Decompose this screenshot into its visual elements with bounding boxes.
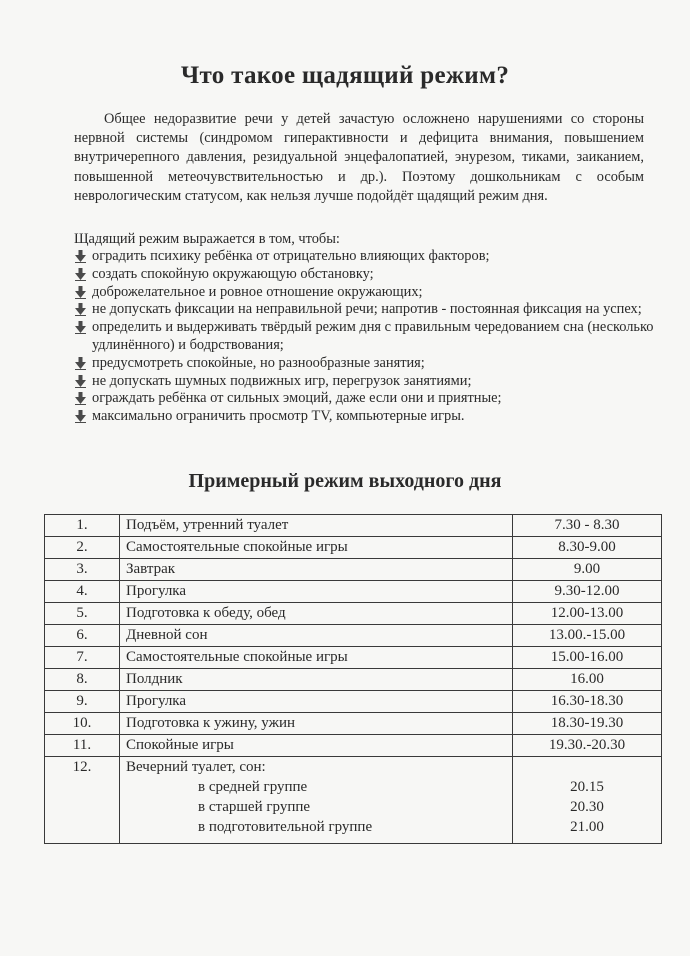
- row-number: 2.: [45, 537, 120, 559]
- list-item: максимально ограничить просмотр TV, компьютерные игры.: [74, 408, 654, 426]
- row-number: 3.: [45, 559, 120, 581]
- row-activity: Подготовка к ужину, ужин: [120, 713, 513, 735]
- page-title: Что такое щадящий режим?: [180, 62, 510, 89]
- rules-lead-text: Щадящий режим выражается в том, чтобы:: [74, 231, 340, 247]
- row-activity: Спокойные игры: [120, 735, 513, 757]
- row-time: 16.00: [513, 669, 662, 691]
- row-activity: Дневной сон: [120, 625, 513, 647]
- row-time: 18.30-19.30: [513, 713, 662, 735]
- row-number: 7.: [45, 647, 120, 669]
- table-row: [45, 581, 662, 603]
- down-arrow-bullet-icon: [75, 357, 86, 370]
- row-activity: Полдник: [120, 669, 513, 691]
- schedule-title: Примерный режим выходного дня: [188, 470, 502, 492]
- row-number: 10.: [45, 713, 120, 735]
- list-item: ограждать ребёнка от сильных эмоций, даже если они и приятные;: [74, 390, 654, 408]
- table-row: [45, 669, 662, 691]
- row-activity: Прогулка: [120, 691, 513, 713]
- row-number: 12.: [45, 757, 120, 844]
- group-label: в средней группе: [198, 779, 308, 795]
- row-time: 9.00: [513, 559, 662, 581]
- table-row: [45, 625, 662, 647]
- rules-list: [74, 248, 654, 426]
- row-number: 9.: [45, 691, 120, 713]
- down-arrow-bullet-icon: [75, 410, 86, 423]
- table-row: [45, 735, 662, 757]
- row-activity: Завтрак: [120, 559, 513, 581]
- down-arrow-bullet-icon: [75, 250, 86, 263]
- table-row: [45, 537, 662, 559]
- list-item: определить и выдерживать твёрдый режим дня с правильным чередованием сна (несколько удлинённого) и бодрствования;: [74, 319, 654, 355]
- down-arrow-bullet-icon: [75, 375, 86, 388]
- list-item: создать спокойную окружающую обстановку;: [74, 266, 654, 284]
- down-arrow-bullet-icon: [75, 321, 86, 334]
- down-arrow-bullet-icon: [75, 268, 86, 281]
- list-item: доброжелательное и ровное отношение окружающих;: [74, 284, 654, 302]
- row-time: 8.30-9.00: [513, 537, 662, 559]
- list-item: не допускать шумных подвижных игр, перегрузок занятиями;: [74, 373, 654, 391]
- down-arrow-bullet-icon: [75, 303, 86, 316]
- row-number: 6.: [45, 625, 120, 647]
- table-row: [45, 559, 662, 581]
- row-time: 16.30-18.30: [513, 691, 662, 713]
- row-activity: [120, 757, 513, 844]
- row-time: 12.00-13.00: [513, 603, 662, 625]
- row-number: 4.: [45, 581, 120, 603]
- intro-paragraph: Общее недоразвитие речи у детей зачастую осложнено нарушениями со стороны нервной системы (синдромом гиперактивности и дефицита внимания, повышением внутричерепного давления, резидуальной энцефалопатией, энурезом, тиками, заиканием, повышенной метеочувствительностью и др.). Поэтому дошкольникам с особым неврологическим статусом, как нельзя лучше подойдёт щадящий режим дня.: [74, 111, 644, 204]
- table-row: [45, 713, 662, 735]
- row-activity: Прогулка: [120, 581, 513, 603]
- group-label: в подготовительной группе: [198, 819, 373, 835]
- row-activity: Подготовка к обеду, обед: [120, 603, 513, 625]
- list-item: не допускать фиксации на неправильной речи; напротив - постоянная фиксация на успех;: [74, 301, 654, 319]
- row-time: 13.00.-15.00: [513, 625, 662, 647]
- row-time: 9.30-12.00: [513, 581, 662, 603]
- list-item: предусмотреть спокойные, но разнообразные занятия;: [74, 355, 654, 373]
- row-number: 8.: [45, 669, 120, 691]
- list-item: оградить психику ребёнка от отрицательно влияющих факторов;: [74, 248, 654, 266]
- group-label: в старшей группе: [198, 799, 311, 815]
- table-row: [45, 757, 662, 844]
- row-time: 15.00-16.00: [513, 647, 662, 669]
- table-row: [45, 603, 662, 625]
- row-activity: Самостоятельные спокойные игры: [120, 537, 513, 559]
- group-time: 21.00: [570, 819, 604, 835]
- group-time: 20.30: [570, 799, 604, 815]
- row-number: 1.: [45, 515, 120, 537]
- row-activity: Подъём, утренний туалет: [120, 515, 513, 537]
- row-time: 19.30.-20.30: [513, 735, 662, 757]
- group-time: 20.15: [570, 779, 604, 795]
- row-activity: Самостоятельные спокойные игры: [120, 647, 513, 669]
- down-arrow-bullet-icon: [75, 392, 86, 405]
- schedule-table-body: [45, 515, 662, 844]
- row-number: 11.: [45, 735, 120, 757]
- schedule-table: [44, 514, 662, 844]
- table-row: [45, 691, 662, 713]
- table-row: [45, 515, 662, 537]
- table-row: [45, 647, 662, 669]
- row-time: 7.30 - 8.30: [513, 515, 662, 537]
- down-arrow-bullet-icon: [75, 286, 86, 299]
- row-number: 5.: [45, 603, 120, 625]
- row-activity-title: Вечерний туалет, сон:: [126, 759, 266, 775]
- row-time: [513, 757, 662, 844]
